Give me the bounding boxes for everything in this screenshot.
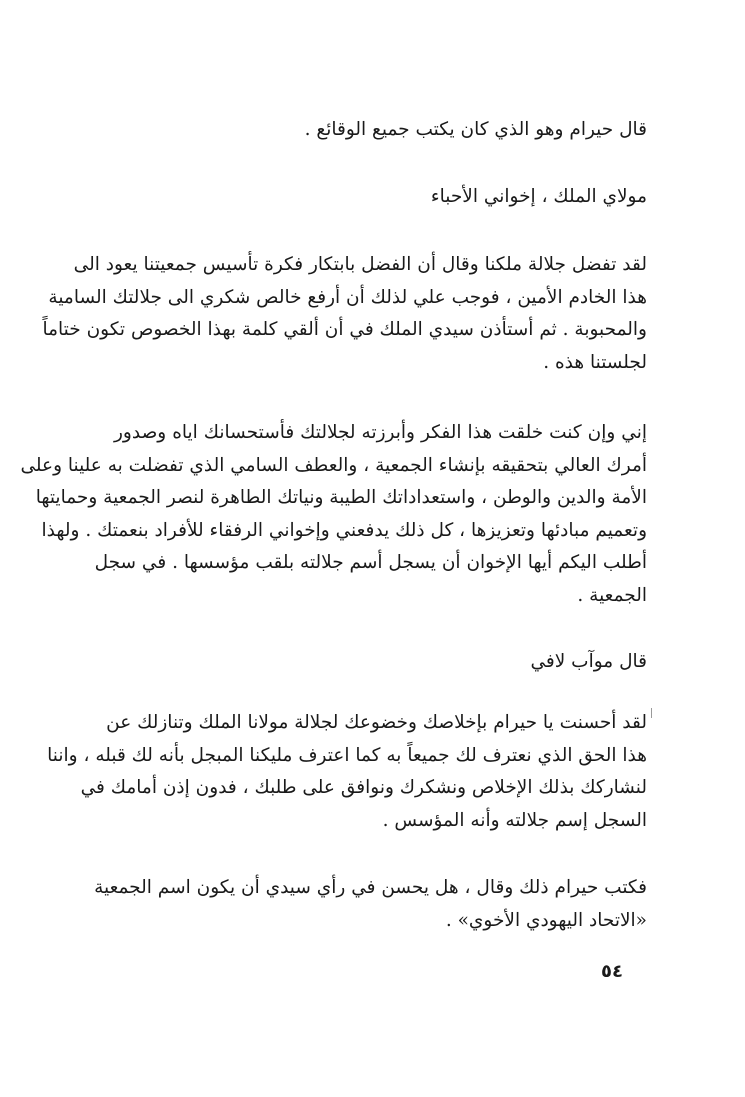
text-line: لجلستنا هذه . — [543, 351, 647, 373]
paragraph-4 — [94, 872, 647, 937]
salutation — [431, 181, 647, 214]
narration-hiram-intro — [305, 114, 647, 147]
paragraph-2 — [20, 417, 647, 612]
text-line: الجمعية . — [577, 584, 647, 606]
text-line: قال موآب لافي — [530, 651, 647, 672]
text-line: مولاي الملك ، إخواني الأحباء — [430, 186, 647, 207]
margin-mark — [651, 708, 652, 718]
text-line: الأمة والدين والوطن ، واستعداداتك الطيبة ونياتك الطاهرة لنصر الجمعية وحمايتها — [35, 487, 647, 508]
paragraph-1 — [42, 249, 647, 379]
text-line: هذا الحق الذي نعترف لك جميعاً به كما اعترف مليكنا المبجل بأنه لك قبله ، واننا — [47, 744, 647, 766]
text-line: أطلب اليكم أيها الإخوان أن يسجل أسم جلالته بلقب مؤسسها . في سجل — [94, 552, 647, 573]
text-line: هذا الخادم الأمين ، فوجب علي لذلك أن أرفع خالص شكري الى جلالتك السامية — [48, 286, 647, 308]
text-line: قال حيرام وهو الذي كان يكتب جميع الوقائع . — [304, 119, 647, 140]
narration-moab-lafi — [530, 646, 647, 679]
text-line: فكتب حيرام ذلك وقال ، هل يحسن في رأي سيدي أن يكون اسم الجمعية — [94, 877, 647, 898]
text-line: السجل إسم جلالته وأنه المؤسس . — [382, 809, 647, 831]
text-line: لقد تفضل جلالة ملكنا وقال أن الفضل بابتكار فكرة تأسيس جمعيتنا يعود الى — [73, 254, 647, 275]
text-line: إني وإن كنت خلقت هذا الفكر وأبرزته لجلالتك فأستحسانك اياه وصدور — [114, 422, 647, 443]
text-line: لنشاركك بذلك الإخلاص ونشكرك ونوافق على طلبك ، فدون إذن أمامك في — [80, 777, 647, 798]
text-line: أمرك العالي بتحقيقه بإنشاء الجمعية ، والعطف السامي الذي تفضلت به علينا وعلى — [20, 454, 647, 476]
page-number: ٥٤ — [601, 961, 623, 982]
paragraph-3 — [47, 707, 647, 837]
text-line: «الاتحاد اليهودي الأخوي» . — [445, 909, 647, 931]
text-line: وتعميم مبادئها وتعزيزها ، كل ذلك يدفعني وإخواني الرفقاء للأفراد بنعمتك . ولهذا — [41, 519, 647, 541]
text-line: لقد أحسنت يا حيرام بإخلاصك وخضوعك لجلالة مولانا الملك وتنازلك عن — [106, 712, 647, 733]
text-line: والمحبوبة . ثم أستأذن سيدي الملك في أن ألقي كلمة بهذا الخصوص تكون ختاماً — [42, 319, 647, 340]
